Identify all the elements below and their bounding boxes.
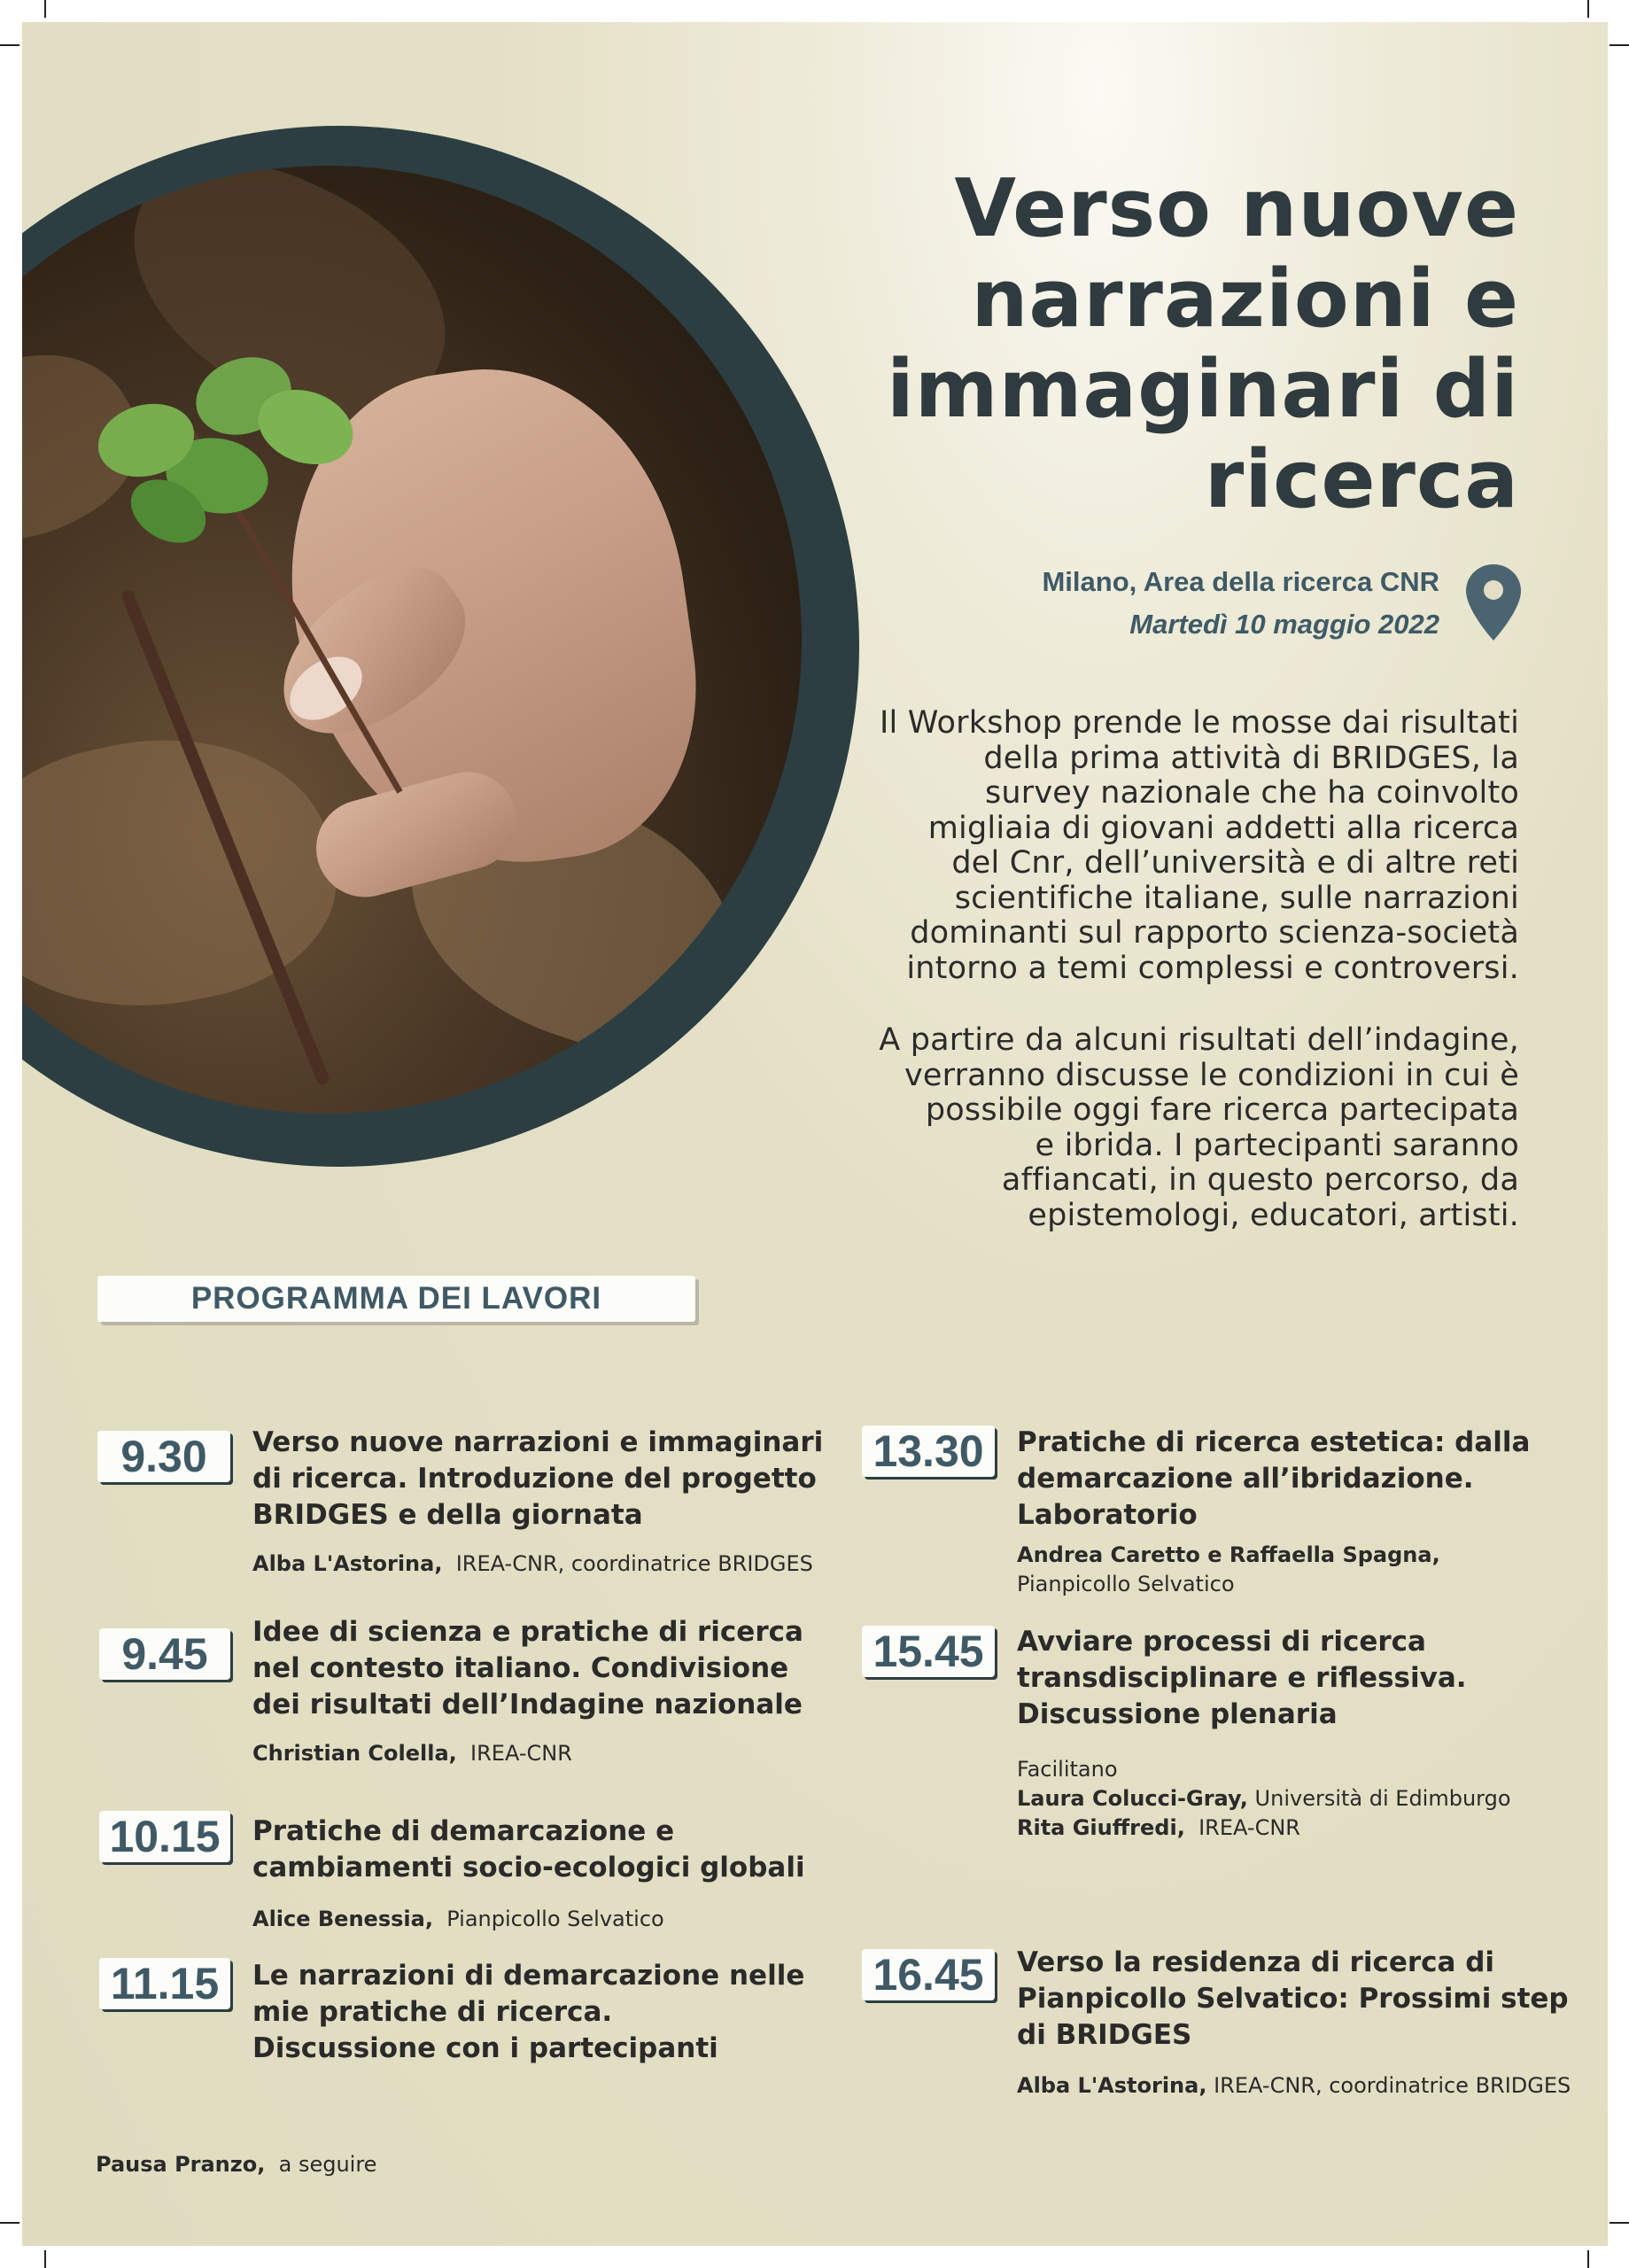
program-heading: PROGRAMMA DEI LAVORI (97, 1276, 695, 1322)
crop-mark (1610, 2222, 1629, 2224)
session-title: Avviare processi di ricerca transdisciplinare e riflessiva. Discussione plenaria (1017, 1626, 1467, 1730)
venue-place: Milano, Area della ricerca CNR (1042, 566, 1439, 597)
intro-paragraph-2 (828, 1023, 1519, 1233)
lunch-note: Pausa Pranzo, a seguire (96, 2152, 377, 2177)
session-facilitators: Facilitano Laura Colucci-Gray, Università di Edimburgo Rita Giuffredi, IREA-CNR (1017, 1757, 1511, 1840)
intro-line: epistemologi, educatori, artisti. (1028, 1197, 1519, 1233)
intro-line: A partire da alcuni risultati dell’indagine, (879, 1022, 1519, 1058)
crop-mark (0, 44, 19, 46)
intro-line: del Cnr, dell’università e di altre reti (951, 845, 1519, 881)
session-time: 15.45 (862, 1626, 995, 1677)
session-title: Verso nuove narrazioni e immaginari di ricerca. Introduzione del progetto BRIDGES e della giornata (252, 1426, 824, 1531)
session-title: Pratiche di ricerca estetica: dalla demarcazione all’ibridazione. Laboratorio (1017, 1426, 1531, 1531)
session-title: Le narrazioni di demarcazione nelle mie pratiche di ricerca. Discussione con i partecipanti (252, 1960, 805, 2064)
intro-line: della prima attività di BRIDGES, la (983, 740, 1519, 776)
session-title: Idee di scienza e pratiche di ricerca nel contesto italiano. Condivisione dei risultati dell’Indagine nazionale (252, 1616, 803, 1720)
crop-mark (44, 2250, 46, 2268)
session-time: 10.15 (99, 1811, 230, 1862)
intro-paragraph-1 (828, 706, 1519, 986)
crop-mark (1587, 0, 1589, 18)
photo-frame (22, 126, 859, 1167)
poster (22, 22, 1608, 2246)
session-time: 9.30 (97, 1431, 230, 1482)
seedling-leaves (84, 343, 368, 573)
crop-mark (1587, 2250, 1589, 2268)
session-speaker: Christian Colella, IREA-CNR (252, 1741, 572, 1766)
title-line: Verso nuove (954, 162, 1519, 255)
event-title (811, 164, 1519, 525)
session-title: Verso la residenza di ricerca di Pianpicollo Selvatico: Prossimi step di BRIDGES (1017, 1946, 1569, 2051)
session-title: Pratiche di demarcazione e cambiamenti socio-ecologici globali (252, 1815, 805, 1884)
title-line: narrazioni e (971, 252, 1519, 346)
intro-line: migliaia di giovani addetti alla ricerca (927, 810, 1519, 846)
seedling-hand-photo (22, 166, 802, 1114)
intro-line: scientifiche italiane, sulle narrazioni (954, 880, 1519, 916)
intro-line: possibile oggi fare ricerca partecipata (925, 1092, 1519, 1128)
intro-line: e ibrida. I partecipanti saranno (1035, 1127, 1519, 1163)
intro-line: survey nazionale che ha coinvolto (984, 775, 1519, 811)
crop-mark (0, 2222, 19, 2224)
session-time: 9.45 (99, 1628, 230, 1680)
intro-line: Il Workshop prende le mosse dai risultati (879, 705, 1519, 741)
location-pin-icon (1466, 564, 1521, 641)
title-line: immaginari di (886, 343, 1519, 436)
session-time: 11.15 (99, 1958, 230, 2009)
crop-mark (44, 0, 46, 18)
venue-date: Martedì 10 maggio 2022 (1129, 609, 1439, 640)
crop-mark (1610, 44, 1629, 46)
session-time: 13.30 (862, 1425, 995, 1477)
session-speaker: Andrea Caretto e Raffaella Spagna, Pianpicollo Selvatico (1017, 1542, 1440, 1596)
session-speaker: Alice Benessia, Pianpicollo Selvatico (252, 1907, 664, 1931)
title-line: ricerca (1204, 433, 1519, 526)
session-time: 16.45 (862, 1949, 995, 2000)
intro-line: intorno a temi complessi e controversi. (906, 950, 1519, 986)
intro-line: affiancati, in questo percorso, da (1001, 1162, 1519, 1198)
intro-line: verranno discusse le condizioni in cui è (904, 1057, 1519, 1093)
session-speaker: Alba L'Astorina, IREA-CNR, coordinatrice BRIDGES (252, 1551, 813, 1576)
session-speaker: Alba L'Astorina, IREA-CNR, coordinatrice BRIDGES (1017, 2073, 1571, 2098)
venue-block (1042, 561, 1439, 646)
intro-line: dominanti sul rapporto scienza-società (910, 915, 1519, 951)
